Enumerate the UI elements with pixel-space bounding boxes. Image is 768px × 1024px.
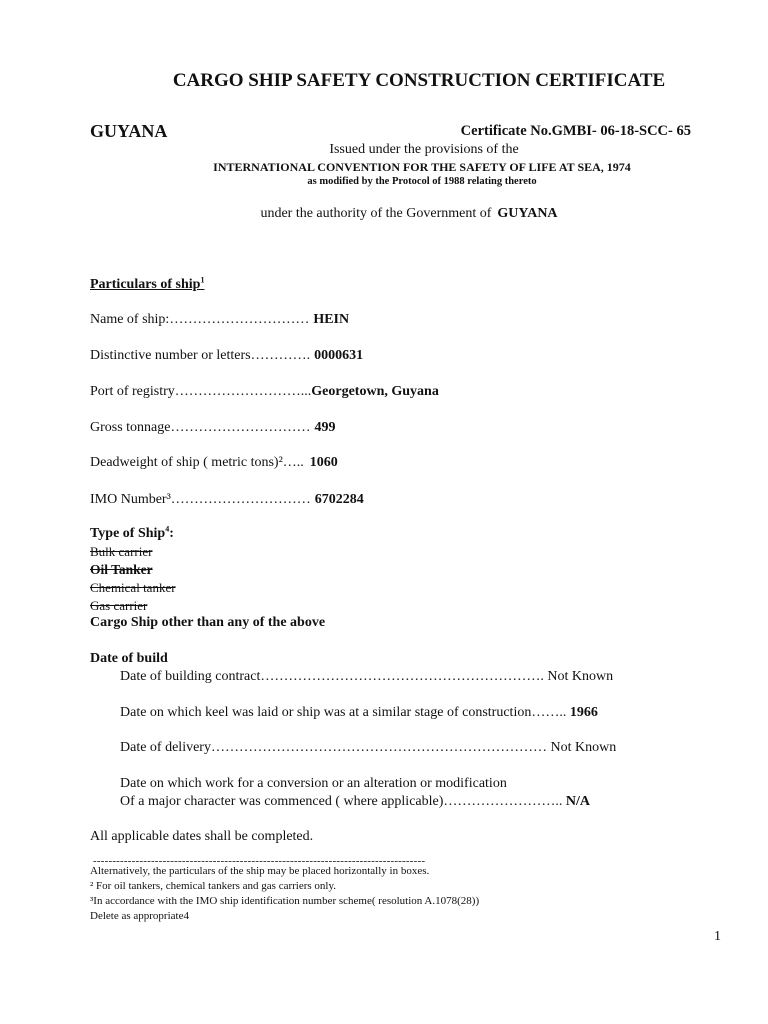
type-of-ship-heading	[90, 526, 174, 542]
field-label: Date on which keel was laid or ship was at a similar stage of construction……..	[120, 705, 567, 720]
particulars-heading-text: Particulars of ship	[90, 277, 201, 292]
footnote-ref-1: 1	[200, 275, 205, 285]
date-of-delivery	[120, 740, 616, 756]
convention-title: INTERNATIONAL CONVENTION FOR THE SAFETY OF LIFE AT SEA, 1974	[213, 160, 631, 174]
field-imo-number	[90, 492, 364, 508]
type-of-ship-heading-text: Type of Ship	[90, 526, 166, 541]
footnote-1: Alternatively, the particulars of the ship may be placed horizontally in boxes.	[90, 865, 430, 877]
field-label: IMO Number³…………………………	[90, 492, 311, 507]
authority-country: GUYANA	[497, 206, 558, 221]
document-title: CARGO SHIP SAFETY CONSTRUCTION CERTIFICATE	[172, 70, 666, 91]
field-value: Georgetown, Guyana	[311, 384, 439, 399]
completion-note: All applicable dates shall be completed.	[90, 829, 314, 844]
field-distinctive-number	[90, 348, 363, 364]
certificate-number: Certificate No.GMBI- 06-18-SCC- 65	[460, 123, 691, 139]
ship-type-chemical-tanker: Chemical tanker	[90, 580, 176, 595]
field-value: Not Known	[550, 740, 617, 755]
date-conversion	[120, 794, 590, 810]
date-building-contract	[120, 669, 613, 685]
field-value: Not Known	[547, 669, 614, 684]
issuing-country: GUYANA	[90, 121, 168, 141]
ship-type-oil-tanker: Oil Tanker	[90, 562, 153, 577]
ship-type-gas-carrier: Gas carrier	[90, 598, 148, 613]
date-conversion-line1: Date on which work for a conversion or an alteration or modification	[120, 776, 507, 791]
page-number: 1	[714, 929, 721, 944]
issued-under-text: Issued under the provisions of the	[329, 142, 519, 157]
field-label: Port of registry………………………...	[90, 384, 312, 399]
field-label: Date of building contract…………………………………………………….	[120, 669, 544, 684]
field-value: 1060	[309, 455, 338, 470]
field-value: 499	[314, 420, 336, 435]
authority-line	[25, 206, 768, 222]
field-value: 0000631	[314, 348, 364, 363]
field-value: 6702284	[314, 492, 364, 507]
field-deadweight	[90, 455, 338, 471]
field-label: Distinctive number or letters………….	[90, 348, 311, 363]
ship-type-cargo-other: Cargo Ship other than any of the above	[90, 615, 326, 630]
field-name-of-ship	[90, 312, 349, 328]
date-keel-laid	[120, 705, 598, 721]
date-of-build-heading: Date of build	[90, 651, 168, 666]
field-value: N/A	[565, 794, 591, 809]
footnote-ref-4: 4	[165, 524, 170, 534]
footnote-separator: --------------------------------------------------------------------------------------	[93, 855, 426, 867]
particulars-heading	[90, 277, 204, 293]
ship-type-bulk-carrier: Bulk carrier	[90, 544, 153, 559]
field-value: 1966	[569, 705, 598, 720]
footnote-4: Delete as appropriate4	[90, 910, 189, 922]
footnote-2: ² For oil tankers, chemical tankers and gas carriers only.	[90, 880, 337, 892]
field-label: Name of ship:…………………………	[90, 312, 310, 327]
field-value: HEIN	[313, 312, 350, 327]
authority-text: under the authority of the Government of	[260, 206, 492, 221]
field-label: Of a major character was commenced ( where applicable)……………………..	[120, 794, 563, 809]
field-port-of-registry	[90, 384, 439, 400]
protocol-text: as modified by the Protocol of 1988 relating thereto	[307, 176, 537, 187]
footnote-3: ³In accordance with the IMO ship identification number scheme( resolution A.1078(28))	[90, 895, 480, 907]
field-label: Date of delivery………………………………………………………………	[120, 740, 547, 755]
field-gross-tonnage	[90, 420, 336, 436]
field-label: Gross tonnage…………………………	[90, 420, 311, 435]
heading-colon: :	[169, 526, 174, 541]
field-label: Deadweight of ship ( metric tons)²…..	[90, 455, 304, 470]
